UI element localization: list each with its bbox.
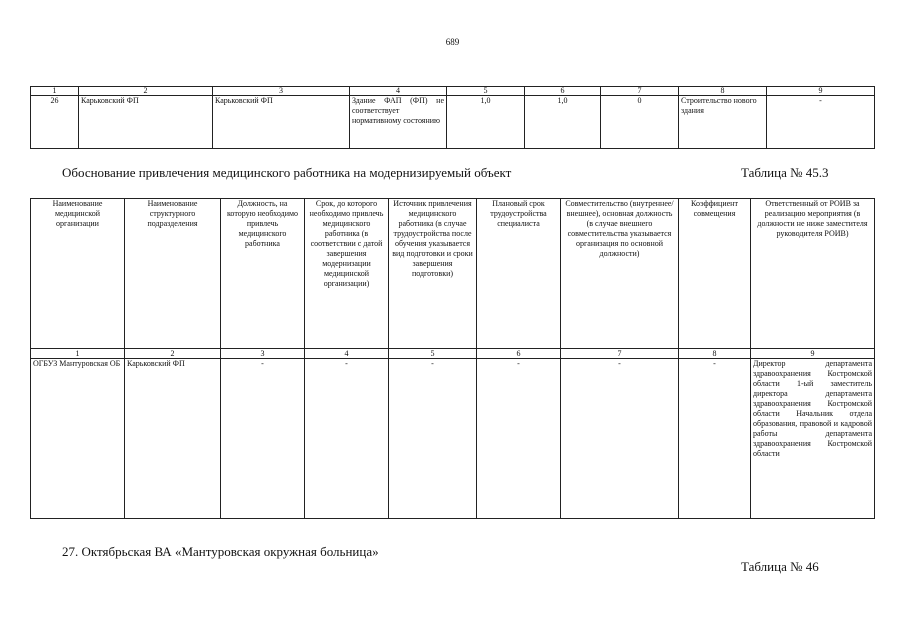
column-header: Срок, до которого необходимо привлечь медицинского работника (в соответствии с датой завершения модернизации медицинской организации) <box>305 199 389 349</box>
table-cell: Строительство нового здания <box>679 96 767 149</box>
column-header: Наименование медицинской организации <box>31 199 125 349</box>
col-number: 3 <box>221 349 305 359</box>
section-heading: 27. Октябрьская ВА «Мантуровская окружная больница» <box>62 544 379 559</box>
column-header: Коэффициент совмещения <box>679 199 751 349</box>
table-cell: ОГБУЗ Мантуровская ОБ <box>31 359 125 519</box>
col-number: 9 <box>751 349 875 359</box>
table-cell: - <box>561 359 679 519</box>
table-cell: - <box>221 359 305 519</box>
table-cell: - <box>305 359 389 519</box>
col-number: 5 <box>447 87 525 96</box>
column-header: Должность, на которую необходимо привлечь медицинского работника <box>221 199 305 349</box>
table-cell: 1,0 <box>525 96 601 149</box>
table1-column-numbers <box>31 87 875 96</box>
table-cell: - <box>679 359 751 519</box>
column-header: Плановый срок трудоустройства специалиста <box>477 199 561 349</box>
column-header: Источник привлечения медицинского работника (в случае трудоустройства после обучения указывается вид подготовки и сроки завершения подготовки) <box>389 199 477 349</box>
table-facility-status <box>30 86 875 149</box>
table-staff-attraction <box>30 198 875 519</box>
col-number: 7 <box>601 87 679 96</box>
table-cell: Здание ФАП (ФП) не соответствует нормативному состоянию <box>350 96 447 149</box>
table-row <box>31 96 875 149</box>
table-label: Таблица № 46 <box>741 559 819 574</box>
table-cell: 0 <box>601 96 679 149</box>
col-number: 3 <box>213 87 350 96</box>
table-cell: - <box>389 359 477 519</box>
col-number: 9 <box>767 87 875 96</box>
column-header: Совместительство (внутреннее/внешнее), основная должность (в случае внешнего совместительства указывается организация по основной должности) <box>561 199 679 349</box>
col-number: 8 <box>679 349 751 359</box>
col-number: 8 <box>679 87 767 96</box>
table-cell: 26 <box>31 96 79 149</box>
col-number: 1 <box>31 87 79 96</box>
column-header: Наименование структурного подразделения <box>125 199 221 349</box>
table-cell: Карьковский ФП <box>125 359 221 519</box>
col-number: 6 <box>525 87 601 96</box>
table2-header-row <box>31 199 875 349</box>
table-cell: - <box>477 359 561 519</box>
table-cell: 1,0 <box>447 96 525 149</box>
table-cell: Карьковский ФП <box>213 96 350 149</box>
table-label: Таблица № 45.3 <box>741 165 829 180</box>
section-title: Обоснование привлечения медицинского работника на модернизируемый объект <box>62 165 512 180</box>
col-number: 6 <box>477 349 561 359</box>
col-number: 5 <box>389 349 477 359</box>
col-number: 4 <box>305 349 389 359</box>
table-cell: - <box>767 96 875 149</box>
table-cell: Карьковский ФП <box>79 96 213 149</box>
page-number: 689 <box>445 37 460 47</box>
col-number: 4 <box>350 87 447 96</box>
table2-column-numbers <box>31 349 875 359</box>
column-header: Ответственный от РОИВ за реализацию мероприятия (в должности не ниже заместителя руководителя РОИВ) <box>751 199 875 349</box>
col-number: 1 <box>31 349 125 359</box>
col-number: 2 <box>125 349 221 359</box>
table-cell: Директор департамента здравоохранения Костромской области 1-ый заместитель директора департамента здравоохранения Костромской области Начальник отдела образования, правовой и кадровой работы департамента здравоохранения Костромской области <box>751 359 875 519</box>
col-number: 7 <box>561 349 679 359</box>
col-number: 2 <box>79 87 213 96</box>
table-row <box>31 359 875 519</box>
